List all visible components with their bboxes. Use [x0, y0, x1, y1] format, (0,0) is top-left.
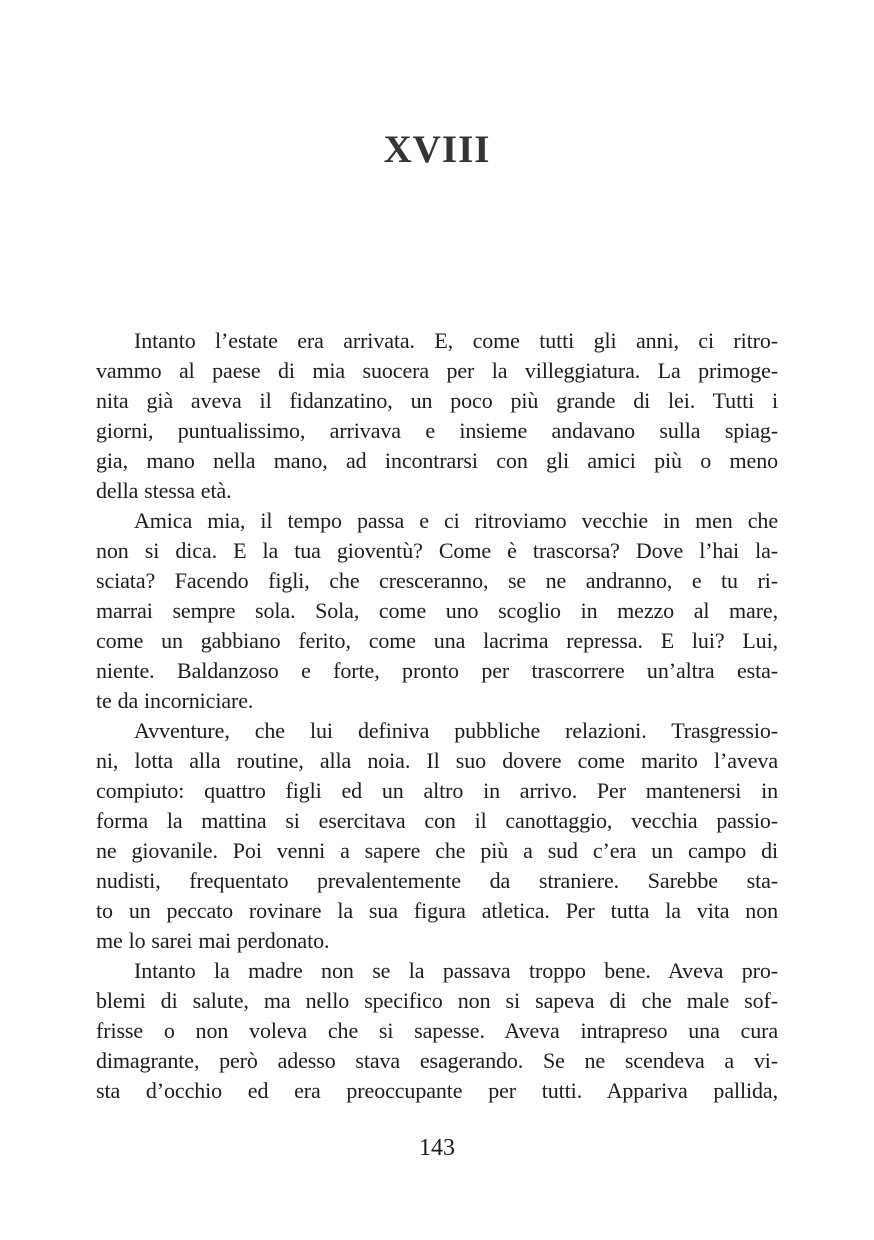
text-line: nudisti, frequentato prevalentemente da straniere. Sarebbe sta- [96, 868, 778, 893]
text-line: Avventure, che lui definiva pubbliche relazioni. Trasgressio- [134, 718, 778, 743]
text-line: to un peccato rovinare la sua figura atletica. Per tutta la vita non [96, 898, 778, 923]
text-line: della stessa età. [96, 478, 232, 503]
text-line: dimagrante, però adesso stava esagerando. Se ne scendeva a vi- [96, 1048, 778, 1073]
text-line: niente. Baldanzoso e forte, pronto per trascorrere un’altra esta- [96, 658, 778, 683]
text-line: blemi di salute, ma nello specifico non si sapeva di che male sof- [96, 988, 778, 1013]
text-line: nita già aveva il fidanzatino, un poco più grande di lei. Tutti i [96, 388, 778, 413]
text-line: ne giovanile. Poi venni a sapere che più a sud c’era un campo di [96, 838, 778, 863]
text-line: marrai sempre sola. Sola, come uno scoglio in mezzo al mare, [96, 598, 778, 623]
text-line: me lo sarei mai perdonato. [96, 928, 330, 953]
body-text [96, 326, 778, 1106]
text-line: frisse o non voleva che si sapesse. Aveva intrapreso una cura [96, 1018, 778, 1043]
text-line: non si dica. E la tua gioventù? Come è trascorsa? Dove l’hai la- [96, 538, 778, 563]
text-line: vammo al paese di mia suocera per la villeggiatura. La primoge- [96, 358, 778, 383]
text-line: Amica mia, il tempo passa e ci ritroviamo vecchie in men che [134, 508, 778, 533]
text-line: gia, mano nella mano, ad incontrarsi con gli amici più o meno [96, 448, 778, 473]
text-line: te da incorniciare. [96, 688, 254, 713]
text-line: giorni, puntualissimo, arrivava e insieme andavano sulla spiag- [96, 418, 778, 443]
text-line: sciata? Facendo figli, che cresceranno, se ne andranno, e tu ri- [96, 568, 778, 593]
text-line: compiuto: quattro figli ed un altro in arrivo. Per mantenersi in [96, 778, 778, 803]
text-line: ni, lotta alla routine, alla noia. Il suo dovere come marito l’aveva [96, 748, 778, 773]
text-line: sta d’occhio ed era preoccupante per tutti. Appariva pallida, [96, 1078, 778, 1103]
text-line: come un gabbiano ferito, come una lacrima repressa. E lui? Lui, [96, 628, 778, 653]
text-line: Intanto la madre non se la passava troppo bene. Aveva pro- [134, 958, 778, 983]
page-number: 143 [419, 1135, 455, 1161]
chapter-heading: XVIII [383, 128, 491, 171]
text-line: forma la mattina si esercitava con il canottaggio, vecchia passio- [96, 808, 778, 833]
text-line: Intanto l’estate era arrivata. E, come tutti gli anni, ci ritro- [134, 328, 778, 353]
